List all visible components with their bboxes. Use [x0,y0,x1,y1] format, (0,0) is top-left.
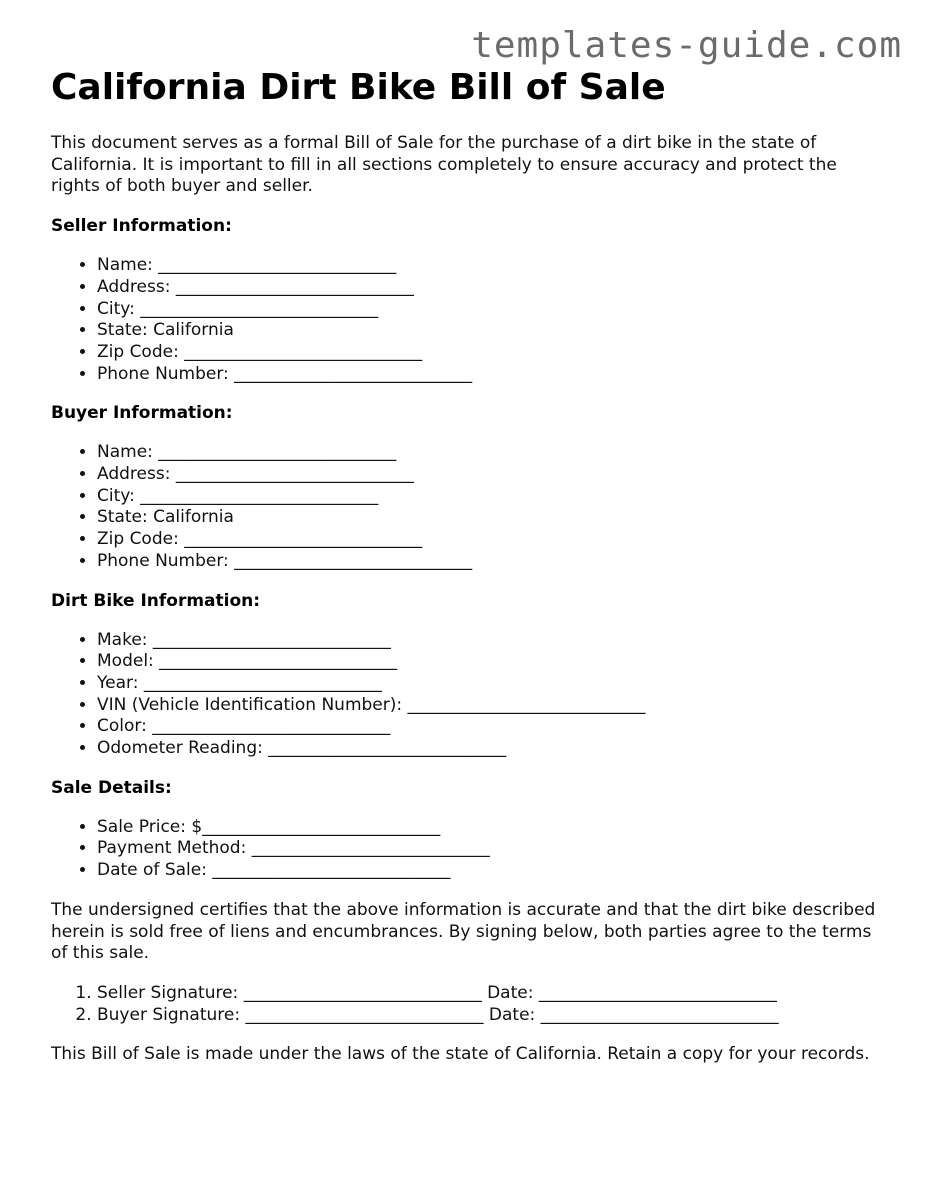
buyer-phone-field: • Phone Number: ____________________________ [97,551,891,573]
payment-method-field: • Payment Method: ____________________________ [97,838,891,860]
bike-model-field: • Model: ____________________________ [97,651,891,673]
document-title: California Dirt Bike Bill of Sale [51,67,666,108]
sale-heading: Sale Details: [51,777,172,798]
document-page [51,66,891,1066]
seller-list [51,255,891,385]
bike-year-field: • Year: ____________________________ [97,673,891,695]
buyer-signature-line: 2. Buyer Signature: ____________________________ Date: ____________________________ [97,1005,891,1027]
buyer-address-field: • Address: ____________________________ [97,464,891,486]
seller-heading: Seller Information: [51,216,232,237]
bike-color-field: • Color: ____________________________ [97,716,891,738]
bike-heading: Dirt Bike Information: [51,590,261,611]
buyer-heading: Buyer Information: [51,403,233,424]
signature-list [51,983,891,1026]
sale-price-field: • Sale Price: $____________________________ [97,817,891,839]
intro-paragraph: This document serves as a formal Bill of Sale for the purchase of a dirt bike in the state of California. It is important to fill in all sections completely to ensure accuracy and protect the rights of both buyer and seller. [51,133,837,197]
seller-zip-field: • Zip Code: ____________________________ [97,342,891,364]
seller-phone-field: • Phone Number: ____________________________ [97,364,891,386]
buyer-list [51,442,891,572]
watermark: templates-guide.com [471,25,902,66]
sale-list [51,817,891,882]
seller-state-field: • State: California [97,320,891,342]
certification-paragraph: The undersigned certifies that the above information is accurate and that the dirt bike described herein is sold free of liens and encumbrances. By signing below, both parties agree to the terms of this sale. [51,899,876,964]
bike-list [51,630,891,760]
seller-name-field: • Name: ____________________________ [97,255,891,277]
buyer-state-field: • State: California [97,507,891,529]
buyer-city-field: • City: ____________________________ [97,486,891,508]
seller-address-field: • Address: ____________________________ [97,277,891,299]
closing-paragraph: This Bill of Sale is made under the laws of the state of California. Retain a copy for your records. [51,1044,870,1065]
date-of-sale-field: • Date of Sale: ____________________________ [97,860,891,882]
bike-make-field: • Make: ____________________________ [97,630,891,652]
buyer-name-field: • Name: ____________________________ [97,442,891,464]
seller-signature-line: 1. Seller Signature: ____________________________ Date: ____________________________ [97,983,891,1005]
seller-city-field: • City: ____________________________ [97,299,891,321]
buyer-zip-field: • Zip Code: ____________________________ [97,529,891,551]
bike-odometer-field: • Odometer Reading: ____________________________ [97,738,891,760]
bike-vin-field: • VIN (Vehicle Identification Number): ____________________________ [97,695,891,717]
